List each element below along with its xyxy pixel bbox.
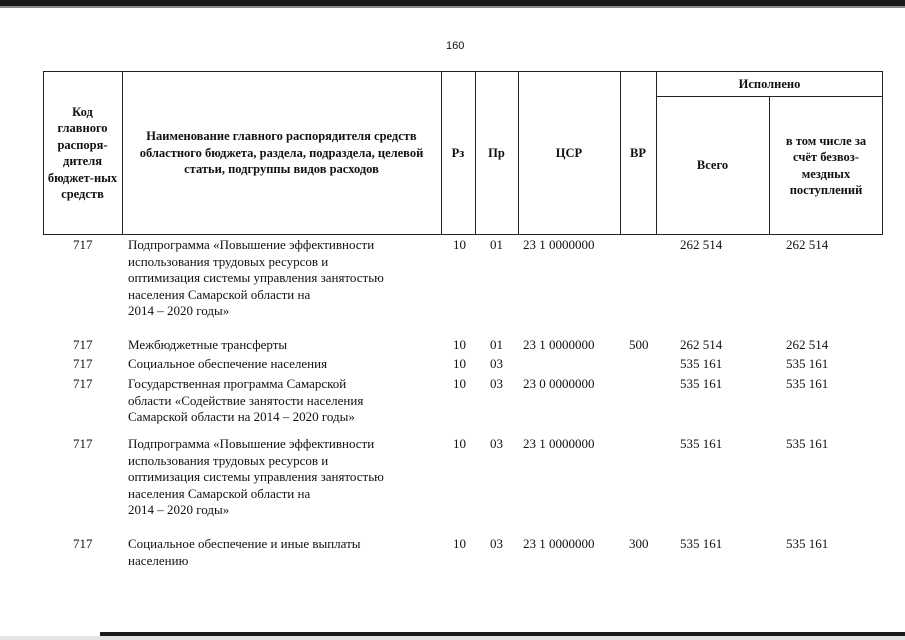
cell-vsego: 535 161 [680, 536, 723, 551]
cell-vsego: 535 161 [680, 436, 723, 451]
scan-edge-bottom-shadow [0, 636, 905, 640]
cell-rz: 10 [453, 436, 466, 451]
cell-csr: 23 0 0000000 [523, 376, 595, 391]
cell-pr: 03 [490, 436, 503, 451]
cell-pr: 01 [490, 237, 503, 252]
cell-bezvozmezd: 535 161 [786, 356, 829, 371]
cell-csr: 23 1 0000000 [523, 237, 595, 252]
name-line: населению [128, 552, 189, 568]
name-line: Подпрограмма «Повышение эффективности [128, 237, 375, 252]
cell-pr: 03 [490, 356, 503, 371]
cell-pr: 01 [490, 337, 503, 352]
cell-name [128, 436, 438, 519]
header-kod: Код главного распоря-дителя бюджет-ных средств [47, 104, 118, 201]
name-line: населения Самарской области на [128, 286, 311, 302]
name-line: области «Содействие занятости населения [128, 392, 364, 408]
name-line: оптимизация системы управления занятостью [128, 270, 384, 285]
name-line: оптимизация системы управления занятостью [128, 469, 384, 484]
header-ispolneno: Исполнено [738, 76, 801, 91]
cell-rz: 10 [453, 376, 466, 391]
header-name: Наименование главного распорядителя средств областного бюджета, раздела, подраздела, целевой статьи, подгруппы видов расходов [139, 129, 424, 177]
cell-vsego: 262 514 [680, 237, 723, 252]
name-line: Межбюджетные трансферты [128, 337, 288, 352]
cell-csr: 23 1 0000000 [523, 337, 595, 352]
header-vr: ВР [630, 145, 646, 160]
cell-vsego: 535 161 [680, 356, 723, 371]
name-line: населения Самарской области на [128, 485, 311, 501]
name-line: 2014 – 2020 годы» [128, 502, 230, 517]
header-csr: ЦСР [555, 145, 583, 160]
cell-kod: 717 [73, 356, 93, 371]
cell-csr: 23 1 0000000 [523, 536, 595, 551]
scan-edge-top-shadow [0, 6, 905, 8]
cell-pr: 03 [490, 536, 503, 551]
cell-kod: 717 [73, 337, 93, 352]
name-line: Подпрограмма «Повышение эффективности [128, 436, 375, 451]
cell-bezvozmezd: 535 161 [786, 436, 829, 451]
cell-rz: 10 [453, 337, 466, 352]
name-line: Государственная программа Самарской [128, 376, 347, 391]
name-line: Социальное обеспечение населения [128, 356, 328, 371]
cell-vr: 500 [629, 337, 649, 352]
cell-bezvozmezd: 535 161 [786, 536, 829, 551]
header-bezvozmezd: в том числе за счёт безвоз-мездных поступлений [785, 133, 867, 197]
cell-vr: 300 [629, 536, 649, 551]
cell-bezvozmezd: 535 161 [786, 376, 829, 391]
cell-bezvozmezd: 262 514 [786, 237, 829, 252]
cell-name [128, 237, 438, 320]
header-rz: Рз [451, 145, 465, 160]
cell-kod: 717 [73, 536, 93, 551]
name-line: 2014 – 2020 годы» [128, 303, 230, 318]
name-line: использования трудовых ресурсов и [128, 253, 329, 269]
cell-bezvozmezd: 262 514 [786, 337, 829, 352]
cell-name [128, 536, 438, 569]
cell-kod: 717 [73, 376, 93, 391]
cell-kod: 717 [73, 237, 93, 252]
name-line: использования трудовых ресурсов и [128, 452, 329, 468]
cell-vsego: 535 161 [680, 376, 723, 391]
cell-rz: 10 [453, 356, 466, 371]
cell-kod: 717 [73, 436, 93, 451]
cell-rz: 10 [453, 536, 466, 551]
cell-csr: 23 1 0000000 [523, 436, 595, 451]
name-line: Самарской области на 2014 – 2020 годы» [128, 409, 355, 424]
cell-rz: 10 [453, 237, 466, 252]
cell-vsego: 262 514 [680, 337, 723, 352]
header-vsego: Всего [696, 158, 729, 173]
cell-name [128, 337, 438, 354]
cell-pr: 03 [490, 376, 503, 391]
page-number: 160 [446, 40, 465, 52]
header-pr: Пр [488, 145, 505, 160]
name-line: Социальное обеспечение и иные выплаты [128, 536, 361, 551]
cell-name [128, 356, 438, 373]
cell-name [128, 376, 438, 426]
